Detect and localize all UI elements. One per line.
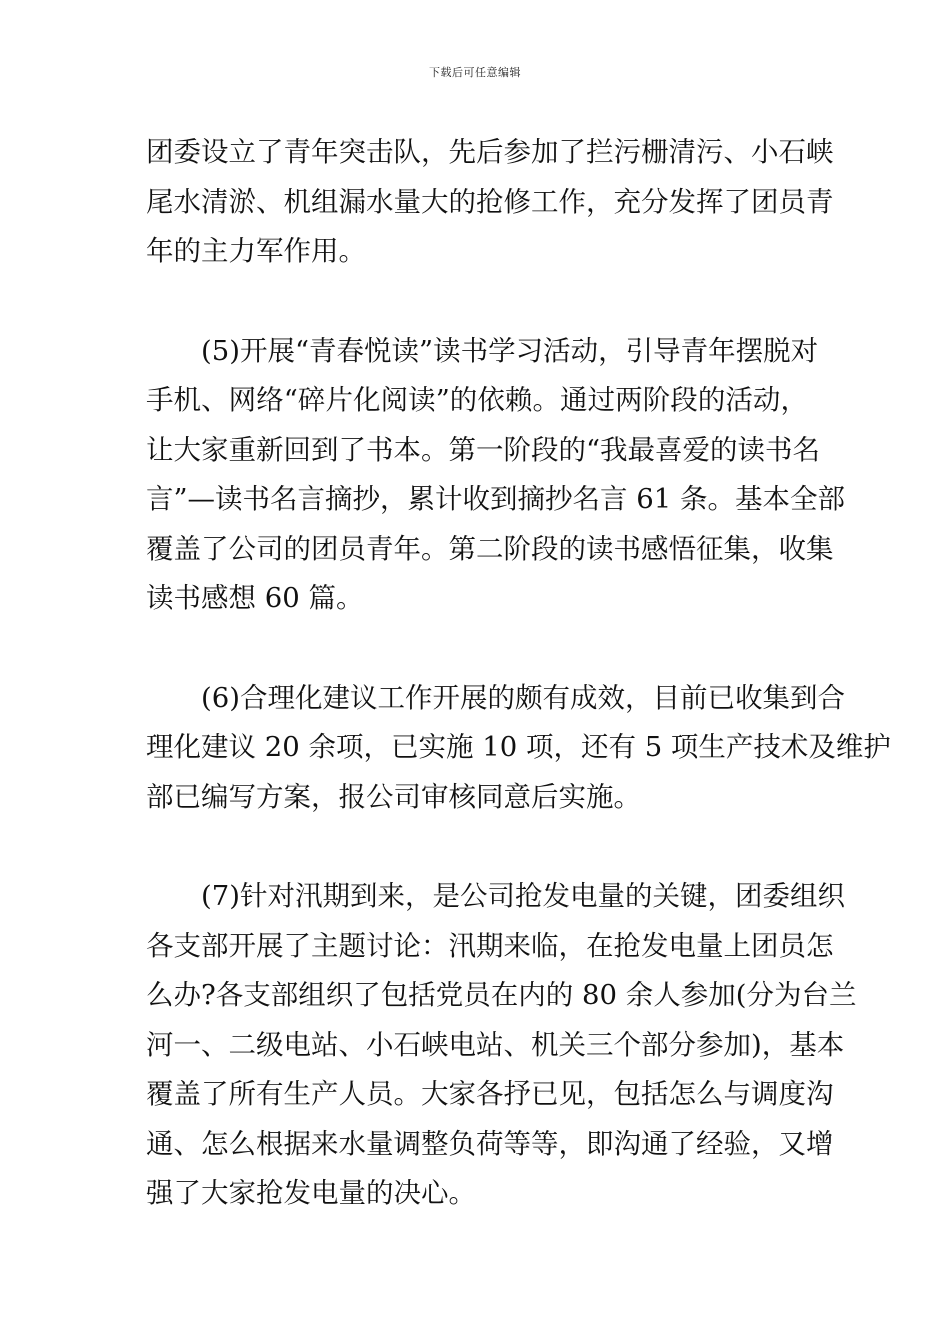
text-line: 手机、网络“碎片化阅读”的依赖。通过两阶段的活动， — [146, 384, 808, 416]
text-line: (6)合理化建议工作开展的颇有成效，目前已收集到合 — [201, 681, 845, 714]
paragraph-5 — [146, 327, 846, 624]
text-line: 理化建议 20 余项，已实施 10 项，还有 5 项生产技术及维护 — [146, 731, 891, 763]
text-line: 覆盖了公司的团员青年。第二阶段的读书感悟征集，收集 — [146, 532, 834, 565]
text-line: 言”—读书名言摘抄，累计收到摘抄名言 61 条。基本全部 — [146, 483, 846, 515]
text-line: 尾水清淤、机组漏水量大的抢修工作，充分发挥了团员青 — [146, 185, 834, 218]
document-body — [146, 128, 891, 1219]
text-line: 各支部开展了主题讨论：汛期来临，在抢发电量上团员怎 — [146, 929, 834, 962]
text-line: 部已编写方案，报公司审核同意后实施。 — [146, 780, 641, 813]
text-line: 通、怎么根据来水量调整负荷等等，即沟通了经验，又增 — [146, 1127, 834, 1160]
paragraph-spacer — [146, 277, 808, 327]
text-line: (5)开展“青春悦读”读书学习活动，引导青年摆脱对 — [201, 334, 819, 367]
text-line: 读书感想 60 篇。 — [146, 582, 364, 614]
text-line: 强了大家抢发电量的决心。 — [146, 1177, 476, 1209]
text-line: 河一、二级电站、小石峡电站、机关三个部分参加)，基本 — [146, 1028, 845, 1061]
text-line: 年的主力军作用。 — [146, 235, 366, 267]
paragraph-6 — [146, 674, 891, 823]
text-line: 么办?各支部组织了包括党员在内的 80 余人参加(分为台兰 — [146, 979, 857, 1011]
text-line: 让大家重新回到了书本。第一阶段的“我最喜爱的读书名 — [146, 433, 821, 466]
page-header: 下载后可任意编辑 — [429, 66, 521, 79]
text-line: 覆盖了所有生产人员。大家各抒已见，包括怎么与调度沟 — [146, 1078, 834, 1110]
paragraph-1 — [146, 128, 834, 277]
text-line: (7)针对汛期到来，是公司抢发电量的关键，团委组织 — [201, 880, 845, 912]
paragraph-spacer — [146, 624, 808, 674]
paragraph-7 — [146, 872, 857, 1219]
text-line: 团委设立了青年突击队，先后参加了拦污栅清污、小石峡 — [146, 136, 834, 168]
paragraph-spacer — [146, 822, 808, 872]
